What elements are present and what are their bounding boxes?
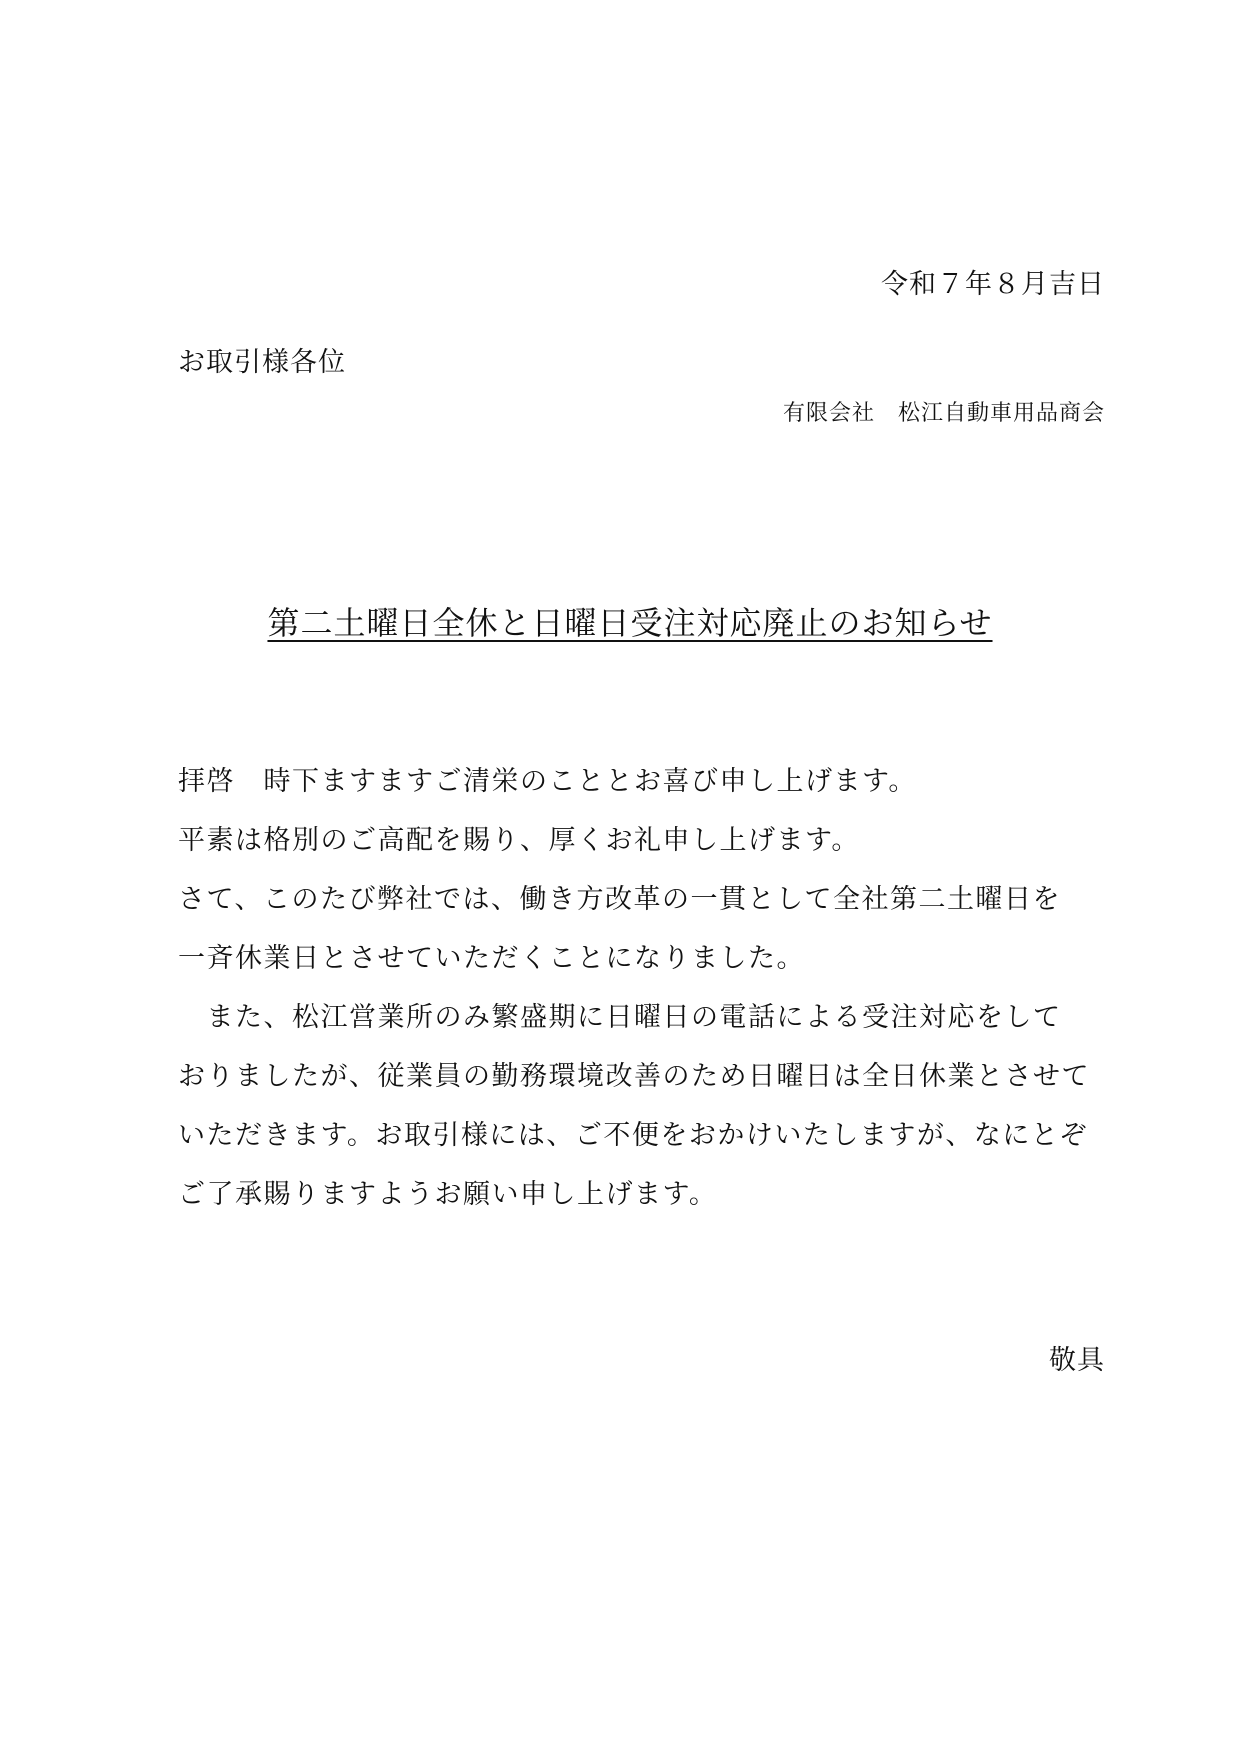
body-line: 拝啓 時下ますますご清栄のこととお喜び申し上げます。 xyxy=(178,766,917,797)
document-date: 令和７年８月吉日 xyxy=(881,269,1105,300)
body-line: 平素は格別のご高配を賜り、厚くお礼申し上げます。 xyxy=(178,825,860,856)
letter-body xyxy=(178,752,1108,1224)
body-line: また、松江営業所のみ繁盛期に日曜日の電話による受注対応をして xyxy=(178,1002,1062,1033)
notice-title-text: 第二土曜日全休と日曜日受注対応廃止のお知らせ xyxy=(267,604,993,642)
body-line: さて、このたび弊社では、働き方改革の一貫として全社第二土曜日を xyxy=(178,884,1061,915)
notice-title xyxy=(0,598,1241,644)
body-line: いただきます。お取引様には、ご不便をおかけいたしますが、なにとぞ xyxy=(178,1120,1088,1151)
recipient-line: お取引様各位 xyxy=(178,347,346,378)
sender-company: 有限会社 松江自動車用品商会 xyxy=(782,401,1105,426)
closing-word: 敬具 xyxy=(1049,1345,1105,1376)
body-line: 一斉休業日とさせていただくことになりました。 xyxy=(178,943,805,974)
body-line: おりましたが、従業員の勤務環境改善のため日曜日は全日休業とさせて xyxy=(178,1061,1090,1092)
body-line: ご了承賜りますようお願い申し上げます。 xyxy=(178,1179,718,1210)
